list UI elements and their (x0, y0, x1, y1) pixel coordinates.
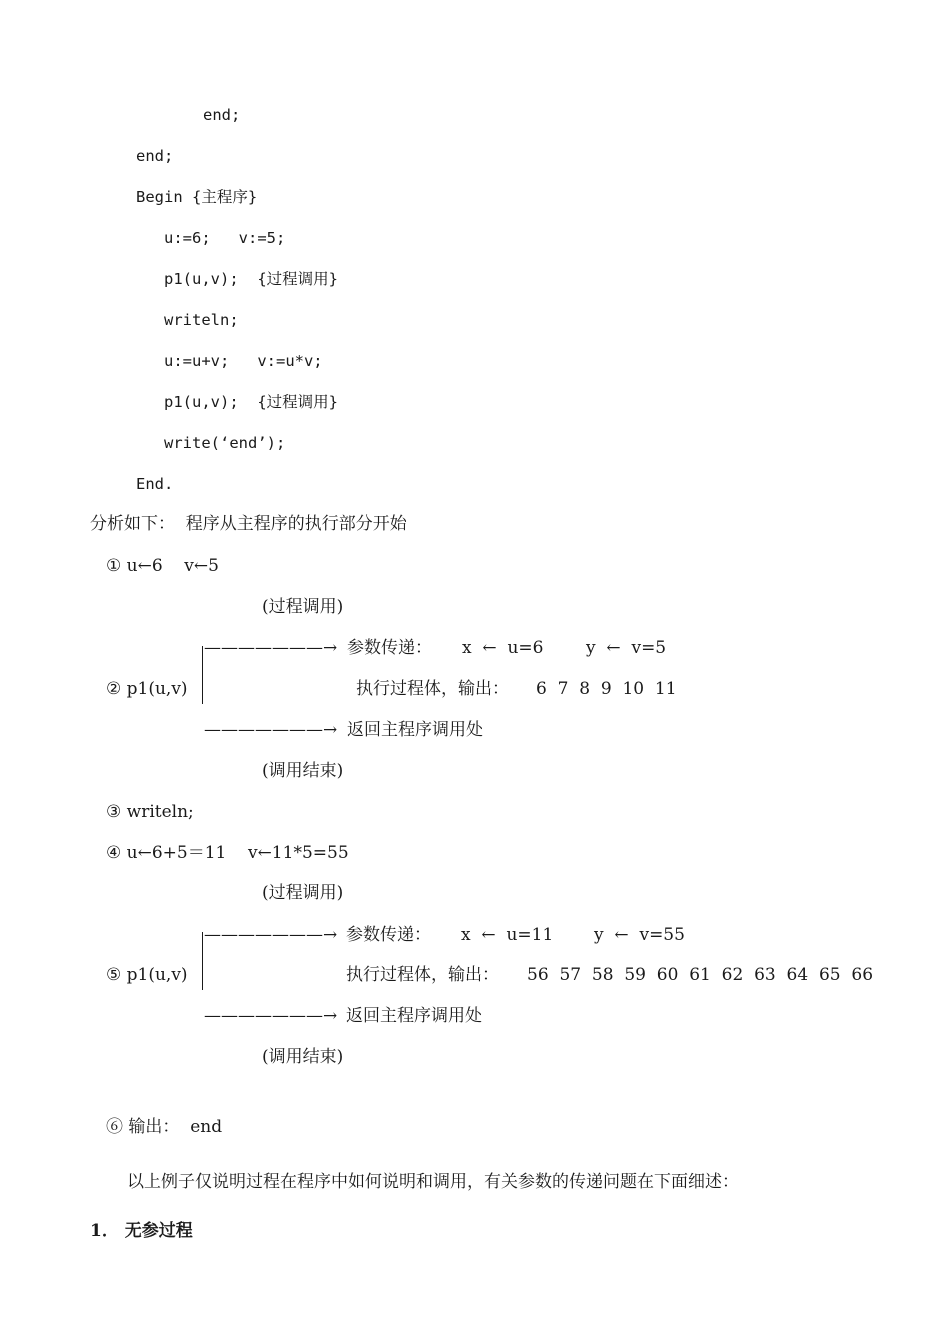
block1-exec-label: 执行过程体，输出： (356, 679, 509, 699)
block2-return-label: 返回主程序调用处 (346, 1006, 482, 1026)
step-4: ④ u←6+5＝11 v←11*5=55 (106, 843, 349, 863)
block2-output: 56 57 58 59 60 61 62 63 64 65 66 (527, 965, 874, 985)
code-begin: Begin {主程序} (136, 188, 258, 206)
block2-call-note: (过程调用) (262, 883, 344, 903)
step-1: ① u←6 v←5 (106, 556, 219, 576)
block1-bracket (202, 646, 203, 704)
code-writeln: writeln; (164, 311, 239, 329)
block1-arrow-in: ———————→ (204, 638, 338, 658)
block2-arrow-in: ———————→ (204, 925, 338, 945)
block1-arrow-out: ———————→ (204, 720, 338, 740)
section-heading: 1． 无参过程 (90, 1221, 193, 1241)
step-6: ⑥ 输出： end (106, 1117, 223, 1137)
code-assign-2: u:=u+v; v:=u*v; (164, 352, 323, 370)
block1-param-label: 参数传递： (347, 638, 432, 658)
block1-return-label: 返回主程序调用处 (347, 720, 483, 740)
code-call-1: p1(u,v); {过程调用} (164, 270, 338, 288)
block2-param-y: y ← v=55 (594, 925, 685, 945)
block1-end-note: (调用结束) (262, 761, 344, 781)
block2-arrow-out: ———————→ (204, 1006, 338, 1026)
block1-param-y: y ← v=5 (586, 638, 667, 658)
analysis-intro: 分析如下： 程序从主程序的执行部分开始 (90, 514, 407, 534)
step-5: ⑤ p1(u,v) (106, 965, 188, 985)
code-call-2: p1(u,v); {过程调用} (164, 393, 338, 411)
step-2: ② p1(u,v) (106, 679, 188, 699)
code-inner-end: end; (203, 106, 241, 124)
code-write: write(‘end’); (164, 434, 286, 452)
block2-bracket (202, 932, 203, 990)
code-outer-end: end; (136, 147, 174, 165)
block1-call-note: (过程调用) (262, 597, 344, 617)
block2-param-x: x ← u=11 (461, 925, 554, 945)
block2-end-note: (调用结束) (262, 1047, 344, 1067)
step-3: ③ writeln; (106, 802, 194, 822)
summary-paragraph: 以上例子仅说明过程在程序中如何说明和调用，有关参数的传递问题在下面细述： (127, 1172, 739, 1192)
block2-exec-label: 执行过程体，输出： (346, 965, 499, 985)
block1-output: 6 7 8 9 10 11 (536, 679, 677, 699)
code-assign-1: u:=6; v:=5; (164, 229, 286, 247)
code-end-main: End. (136, 475, 174, 493)
block1-param-x: x ← u=6 (462, 638, 544, 658)
block2-param-label: 参数传递： (346, 925, 431, 945)
